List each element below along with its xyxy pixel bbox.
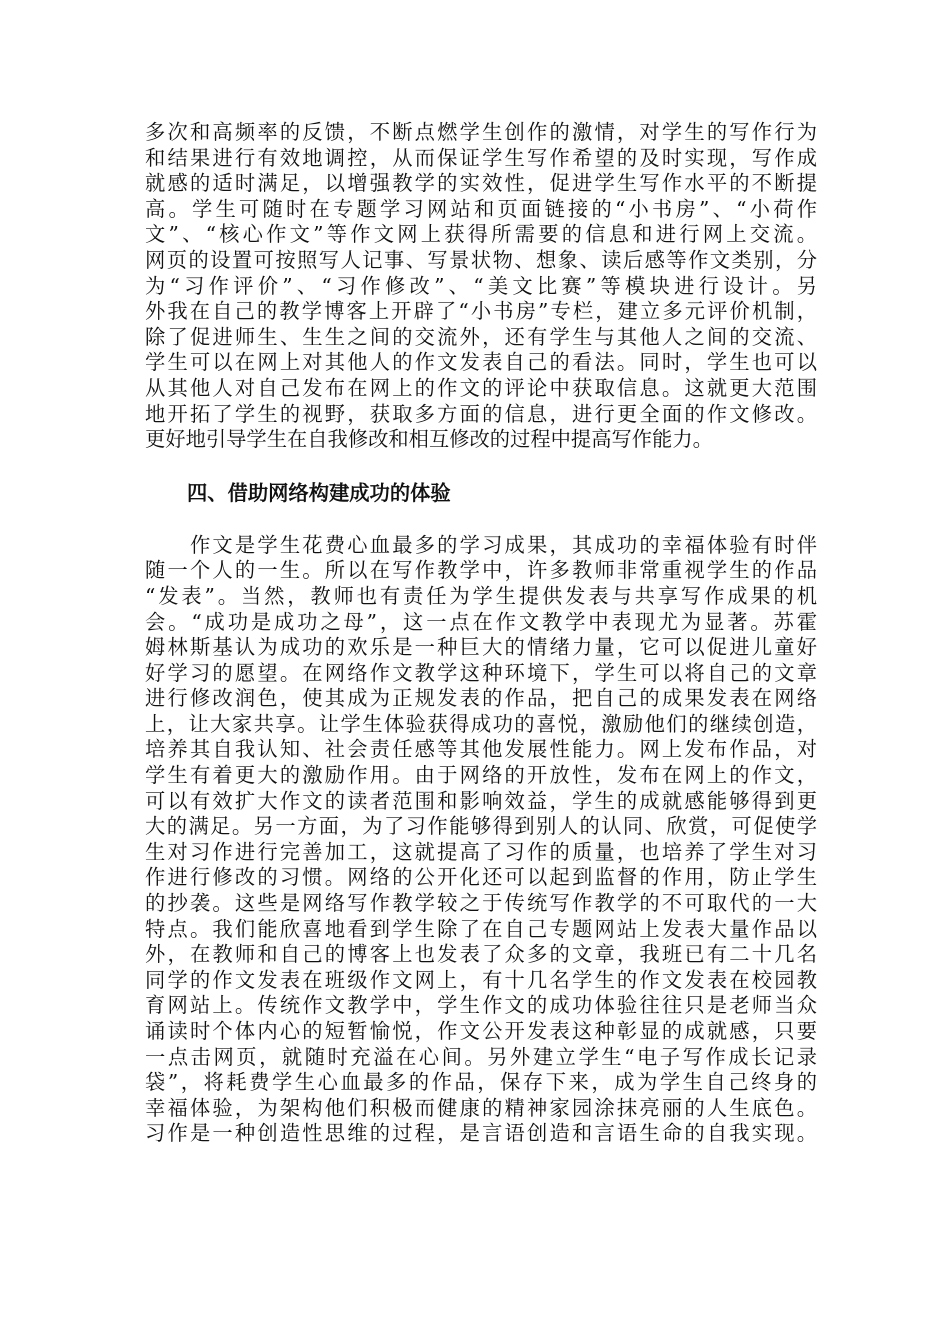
text-line: 好学习的愿望。在网络作文教学这种环境下，学生可以将自己的文章	[145, 660, 817, 685]
text-line: 进行修改润色，使其成为正规发表的作品，把自己的成果发表在网络	[145, 686, 817, 711]
text-line: 同学的作文发表在班级作文网上，有十几名学生的作文发表在校园教	[145, 967, 817, 992]
text-line: 高。学生可随时在专题学习网站和页面链接的“小书房”、“小荷作	[145, 196, 817, 221]
text-line: 诵读时个体内心的短暂愉悦，作文公开发表这种彰显的成就感，只要	[145, 1019, 817, 1043]
text-line: “发表”。当然，教师也有责任为学生提供发表与共享写作成果的机	[145, 583, 817, 608]
text-line: 作文是学生花费心血最多的学习成果，其成功的幸福体验有时伴	[145, 532, 817, 557]
text-line: 外我在自己的教学博客上开辟了“小书房”专栏，建立多元评价机制，	[145, 299, 817, 324]
text-line: 文”、“核心作文”等作文网上获得所需要的信息和进行网上交流。	[145, 222, 817, 247]
text-line: 和结果进行有效地调控，从而保证学生写作希望的及时实现，写作成	[145, 145, 817, 170]
text-line: 的抄袭。这些是网络写作教学较之于传统写作教学的不可取代的一大	[145, 891, 817, 916]
text-line: 更好地引导学生在自我修改和相互修改的过程中提高写作能力。	[145, 427, 713, 452]
text-line: 育网站上。传统作文教学中，学生作文的成功体验往往只是老师当众	[145, 993, 817, 1018]
text-line: 随一个人的一生。所以在写作教学中，许多教师非常重视学生的作品	[145, 558, 817, 583]
section-paragraph	[145, 533, 817, 1147]
text-line: 学生有着更大的激励作用。由于网络的开放性，发布在网上的作文，	[145, 763, 817, 788]
text-line: 培养其自我认知、社会责任感等其他发展性能力。网上发布作品，对	[145, 737, 817, 762]
text-line: 外，在教师和自己的博客上也发表了众多的文章，我班已有二十几名	[145, 942, 817, 967]
text-line: 大的满足。另一方面，为了习作能够得到别人的认同、欣赏，可促使学	[145, 814, 817, 839]
text-line: 地开拓了学生的视野，获取多方面的信息，进行更全面的作文修改。	[145, 401, 817, 426]
text-line: 姆林斯基认为成功的欢乐是一种巨大的情绪力量，它可以促进儿童好	[145, 635, 817, 660]
text-line: 多次和高频率的反馈，不断点燃学生创作的激情，对学生的写作行为	[145, 120, 817, 144]
text-line: 作进行修改的习惯。网络的公开化还可以起到监督的作用，防止学生	[145, 865, 817, 890]
text-line: 从其他人对自己发布在网上的作文的评论中获取信息。这就更大范围	[145, 375, 817, 400]
text-line: 习作是一种创造性思维的过程，是言语创造和言语生命的自我实现。	[145, 1121, 817, 1146]
text-line: 就感的适时满足，以增强教学的实效性，促进学生写作水平的不断提	[145, 171, 817, 196]
text-line: 上，让大家共享。让学生体验获得成功的喜悦，激励他们的继续创造，	[145, 711, 817, 736]
section-heading: 四、借助网络构建成功的体验	[187, 480, 451, 505]
text-line: 一点击网页，就随时充溢在心间。另外建立学生“电子写作成长记录	[145, 1044, 817, 1069]
text-line: 生对习作进行完善加工，这就提高了习作的质量，也培养了学生对习	[145, 839, 817, 864]
text-line: 袋”，将耗费学生心血最多的作品，保存下来，成为学生自己终身的	[145, 1070, 817, 1095]
text-line: 可以有效扩大作文的读者范围和影响效益，学生的成就感能够得到更	[145, 788, 817, 813]
text-line: 为“习作评价”、“习作修改”、“美文比赛”等模块进行设计。另	[145, 273, 817, 298]
continued-paragraph	[145, 120, 817, 453]
text-line: 幸福体验，为架构他们积极而健康的精神家园涂抹亮丽的人生底色。	[145, 1095, 817, 1120]
text-line: 学生可以在网上对其他人的作文发表自己的看法。同时，学生也可以	[145, 350, 817, 375]
text-line: 网页的设置可按照写人记事、写景状物、想象、读后感等作文类别，分	[145, 247, 817, 272]
text-line: 特点。我们能欣喜地看到学生除了在自己专题网站上发表大量作品以	[145, 916, 817, 941]
text-line: 除了促进师生、生生之间的交流外，还有学生与其他人之间的交流、	[145, 324, 817, 349]
document-page	[145, 120, 817, 1147]
text-line: 会。“成功是成功之母”，这一点在作文教学中表现尤为显著。苏霍	[145, 609, 817, 634]
